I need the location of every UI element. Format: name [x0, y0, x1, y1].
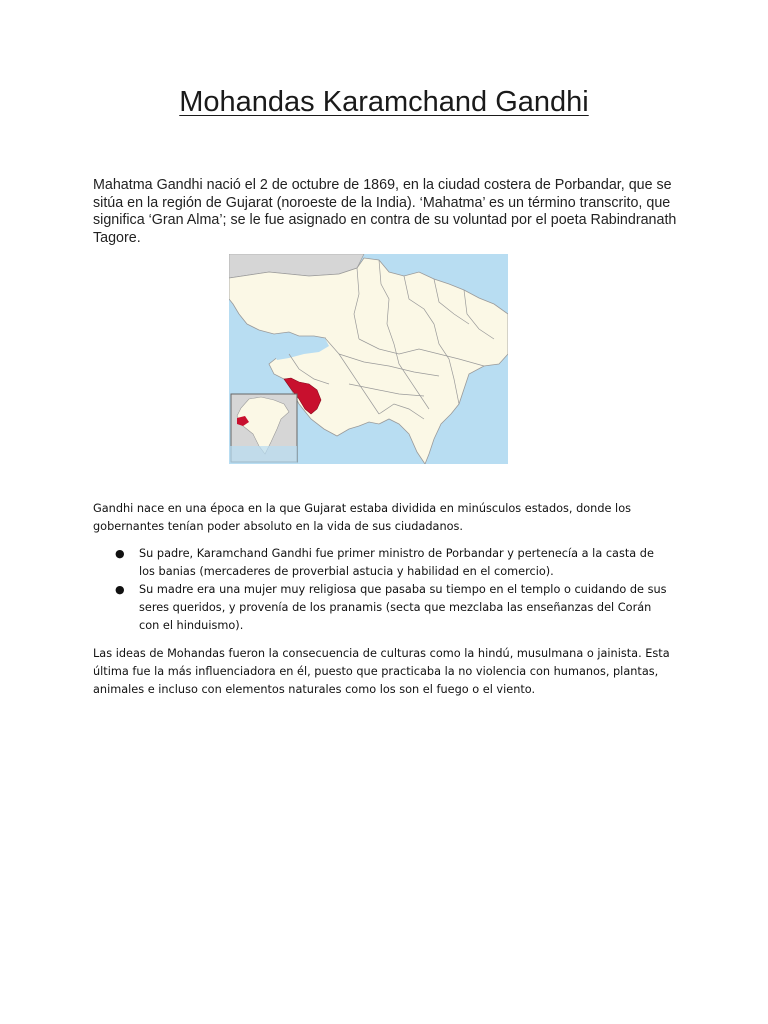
- list-item: [93, 581, 673, 635]
- bullet-list: [93, 545, 673, 635]
- gujarat-map-image: [229, 254, 508, 464]
- page-title: Mohandas Karamchand Gandhi: [179, 86, 589, 118]
- intro-paragraph: Mahatma Gandhi nació el 2 de octubre de 1869, en la ciudad costera de Porbandar, que se sitúa en la región de Gujarat (noroeste de la India). ‘Mahatma’ es un término transcrito, que significa ‘Gran Alma’; se le fue asignado en contra de su voluntad por el poeta Rabindranath Tagore.: [93, 177, 677, 246]
- list-item: [93, 545, 673, 581]
- bullet-icon: ●: [115, 583, 125, 596]
- paragraph-influences: Las ideas de Mohandas fueron la consecuencia de culturas como la hindú, musulmana o jainista. Esta última fue la más influenciadora en él, puesto que practicaba la no violencia con humanos, plantas, animales e incluso con elementos naturales como los son el fuego o el viento.: [93, 647, 670, 696]
- list-item-text: Su madre era una mujer muy religiosa que pasaba su tiempo en el templo o cuidando de sus seres queridos, y provenía de los pranamis (secta que mezclaba las enseñanzas del Corán con el hinduismo).: [139, 583, 667, 632]
- bullet-icon: ●: [115, 547, 125, 560]
- paragraph-gujarat: Gandhi nace en una época en la que Gujarat estaba dividida en minúsculos estados, donde los gobernantes tenían poder absoluto en la vida de sus ciudadanos.: [93, 502, 631, 533]
- list-item-text: Su padre, Karamchand Gandhi fue primer ministro de Porbandar y pertenecía a la casta de los banias (mercaderes de proverbial astucia y habilidad en el comercio).: [139, 547, 654, 578]
